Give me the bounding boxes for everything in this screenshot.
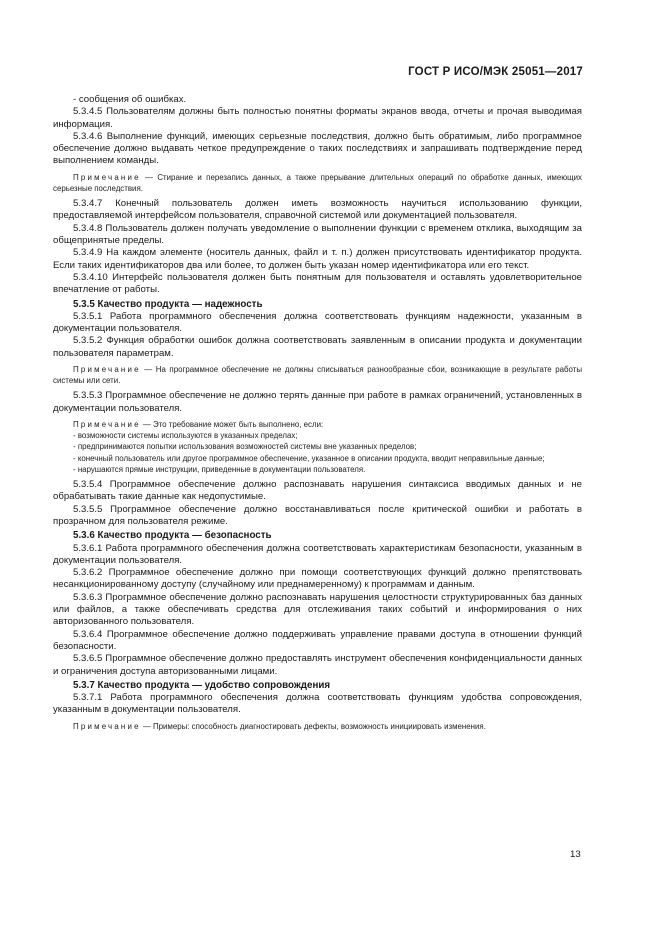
page-number: 13 [570, 849, 581, 860]
list-item: - предпринимаются попытки использования возможностей системы вне указанных пределов; [73, 442, 417, 452]
section-heading: 5.3.5 Качество продукта — надежность [73, 298, 263, 310]
paragraph: 5.3.6.4 Программное обеспечение должно поддерживать управление правами доступа в отношении функций безопасности. [53, 628, 582, 652]
paragraph: 5.3.6.3 Программное обеспечение должно распознавать нарушения целостности структурированных баз данных или файлов, а также обеспечивать средства для отслеживания таких событий и информирования о них авторизованного пользователя. [53, 591, 582, 628]
note-text: — Примеры: способность диагностировать дефекты, возможность инициировать изменения. [140, 721, 486, 731]
paragraph: - сообщения об ошибках. [73, 94, 187, 105]
note-text: — Это требование может быть выполнено, если: [140, 420, 324, 430]
list-item: - нарушаются прямые инструкции, приведенные в документации пользователя. [73, 464, 366, 474]
note-label: Примечание [73, 172, 141, 182]
paragraph: 5.3.5.1 Работа программного обеспечения должна соответствовать функциям надежности, указанным в документации пользователя. [53, 310, 582, 335]
note-label: Примечание [73, 420, 141, 430]
note-label: Примечание [73, 365, 141, 375]
section-heading: 5.3.7 Качество продукта — удобство сопровождения [73, 679, 331, 691]
paragraph: 5.3.6.1 Работа программного обеспечения должна соответствовать характеристикам безопасности, указанным в документации пользователя. [53, 542, 582, 566]
note [53, 172, 582, 194]
paragraph: 5.3.4.10 Интерфейс пользователя должен быть понятным для пользователя и оставлять удовлетворительное впечатление от работы. [53, 271, 582, 296]
note [53, 419, 582, 430]
section-heading: 5.3.6 Качество продукта — безопасность [73, 530, 272, 542]
paragraph: 5.3.5.3 Программное обеспечение не должно терять данные при работе в рамках ограничений, установленных в документации пользователя. [53, 390, 582, 414]
list-item: - возможности системы используются в указанных пределах; [73, 431, 298, 441]
paragraph: 5.3.6.5 Программное обеспечение должно предоставлять инструмент обеспечения конфиденциальности данных и ограничения доступа авторизованными лицами. [53, 653, 582, 677]
note-text: — На программное обеспечение не должны списываться разнообразные сбои, возникающие в результате работы системы или сети. [53, 365, 582, 386]
paragraph: 5.3.6.2 Программное обеспечение должно при помощи соответствующих функций должно препятствовать несанкционированному доступу (случайному или преднамеренному) к программам и данным. [53, 567, 582, 591]
paragraph: 5.3.5.4 Программное обеспечение должно распознавать нарушения синтаксиса вводимых данных и не обрабатывать такие данные как недопустимые. [53, 479, 582, 503]
list-item: - конечный пользователь или другое программное обеспечение, указанное в описании продукта, вводит неправильные данные; [73, 453, 545, 463]
note-text: — Стирание и перезапись данных, а также прерывание длительных операций по обработке данных, имеющих серьезные последствия. [53, 172, 582, 193]
note [53, 364, 582, 386]
note-label: Примечание [73, 721, 141, 731]
paragraph: 5.3.4.5 Пользователям должны быть полностью понятны форматы экранов ввода, отчеты и прочая выводимая информация. [53, 106, 582, 130]
paragraph: 5.3.5.5 Программное обеспечение должно восстанавливаться после критической ошибки и работать в прозрачном для пользователя режиме. [53, 503, 582, 527]
paragraph: 5.3.4.6 Выполнение функций, имеющих серьезные последствия, должно быть обратимым, либо программное обеспечение должно выдавать четкое предупреждение о таких последствиях и запрашивать подтверждение перед выполнением команды. [53, 130, 582, 167]
paragraph: 5.3.4.9 На каждом элементе (носитель данных, файл и т. п.) должен присутствовать идентификатор продукта. Если таких идентификаторов два или более, то должен быть указан номер идентификатора или его текст. [53, 247, 582, 271]
note [53, 721, 582, 732]
document-body [53, 94, 582, 736]
paragraph: 5.3.5.2 Функция обработки ошибок должна соответствовать заявленным в описании продукта и документации пользователя параметрам. [53, 335, 582, 359]
document-header: ГОСТ Р ИСО/МЭК 25051—2017 [408, 66, 583, 78]
paragraph: 5.3.7.1 Работа программного обеспечения должна соответствовать функциям удобства сопровождения, указанным в документации пользователя. [53, 692, 582, 716]
paragraph: 5.3.4.8 Пользователь должен получать уведомление о выполнении функции с временем отклика, выходящим за общепринятые пределы. [53, 222, 582, 247]
paragraph: 5.3.4.7 Конечный пользователь должен иметь возможность научиться использованию функции, предоставляемой интерфейсом пользователя, справочной системой или документацией пользователя. [53, 198, 582, 222]
